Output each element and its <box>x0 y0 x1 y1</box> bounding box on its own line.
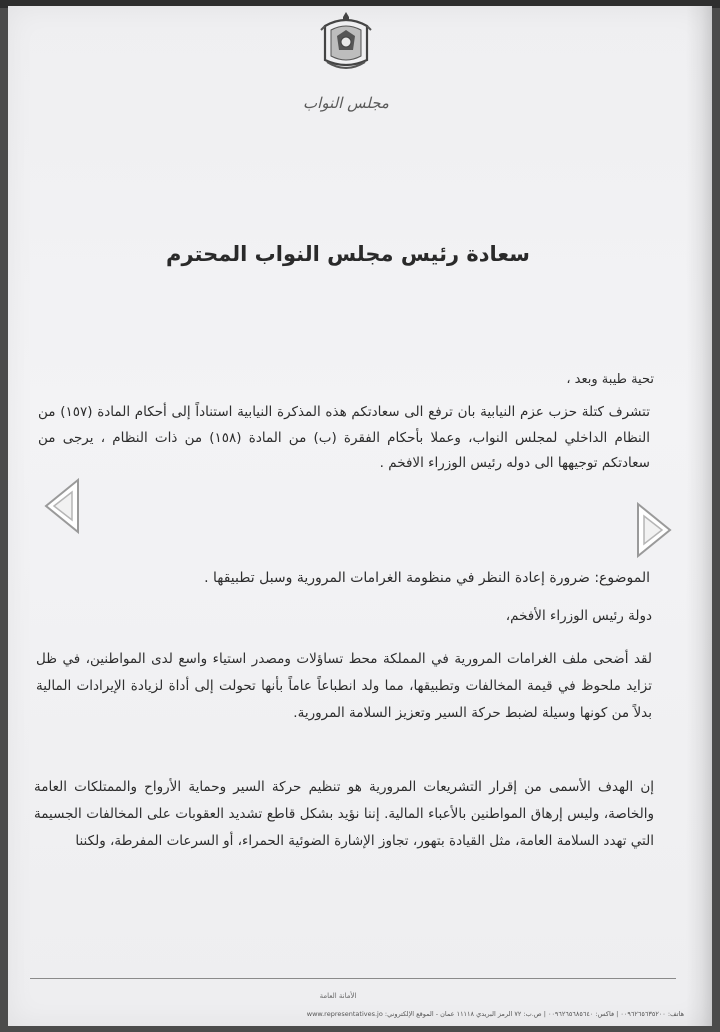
letter-paragraph-intro: تتشرف كتلة حزب عزم النيابية بان ترفع الى سعادتكم هذه المذكرة النيابية استناداً إلى أحكام المادة (١٥٧) من النظام الداخلي لمجلس النواب، وعملا بأحكام الفقرة (ب) من المادة (١٥٨) من ذات النظام ، يرجى من سعادتكم توجيهها الى دوله رئيس الوزراء الافخم . <box>38 404 650 471</box>
footer-divider <box>30 978 676 979</box>
letter-greeting: تحية طيبة وبعد ، <box>566 372 654 387</box>
jordan-coat-of-arms-icon <box>317 10 375 74</box>
chevron-left-icon[interactable] <box>40 476 84 536</box>
page-shadow-edge <box>686 6 712 1026</box>
footer-contact: هاتف: ٠٠٩٦٢٦٥٦٣٥٢٠٠ | فاكس: ٠٠٩٦٢٦٥٦٨٥٦٤٠ | ص.ب: ٧٢ الرمز البريدي ١١١١٨ عمان - الموقع الإلكتروني: www.representatives.jo <box>306 1010 684 1018</box>
letter-paragraph-body-1: لقد أضحى ملف الغرامات المرورية في المملكة محط تساؤلات ومصدر استياء واسع لدى المواطنين، في ظل تزايد ملحوظ في قيمة المخالفات وتطبيقها، مما ولد انطباعاً عاماً بأنها تحولت إلى أداة لزيادة الإيرادات المالية بدلاً من كونها وسيلة لضبط حركة السير وتعزيز السلامة المرورية. <box>36 651 652 721</box>
council-name: مجلس النواب <box>303 94 389 112</box>
letter-page <box>8 6 712 1026</box>
letter-addressee: دولة رئيس الوزراء الأفخم، <box>505 608 652 624</box>
footer-logo: الأمانة العامة <box>319 992 357 1000</box>
chevron-right-icon[interactable] <box>632 500 676 560</box>
letter-subject: الموضوع: ضرورة إعادة النظر في منظومة الغرامات المرورية وسبل تطبيقها . <box>204 570 650 586</box>
letter-paragraph-body-2: إن الهدف الأسمى من إقرار التشريعات المرورية هو تنظيم حركة السير وحماية الأرواح والممتلكات العامة والخاصة، وليس إرهاق المواطنين بالأعباء المالية. إننا نؤيد بشكل قاطع تشديد العقوبات على المخالفات الجسيمة التي تهدد السلامة العامة، مثل القيادة بتهور، تجاوز الإشارة الضوئية الحمراء، أو السرعات المفرطة، ولكننا <box>34 779 654 849</box>
letter-title: سعادة رئيس مجلس النواب المحترم <box>166 242 530 266</box>
